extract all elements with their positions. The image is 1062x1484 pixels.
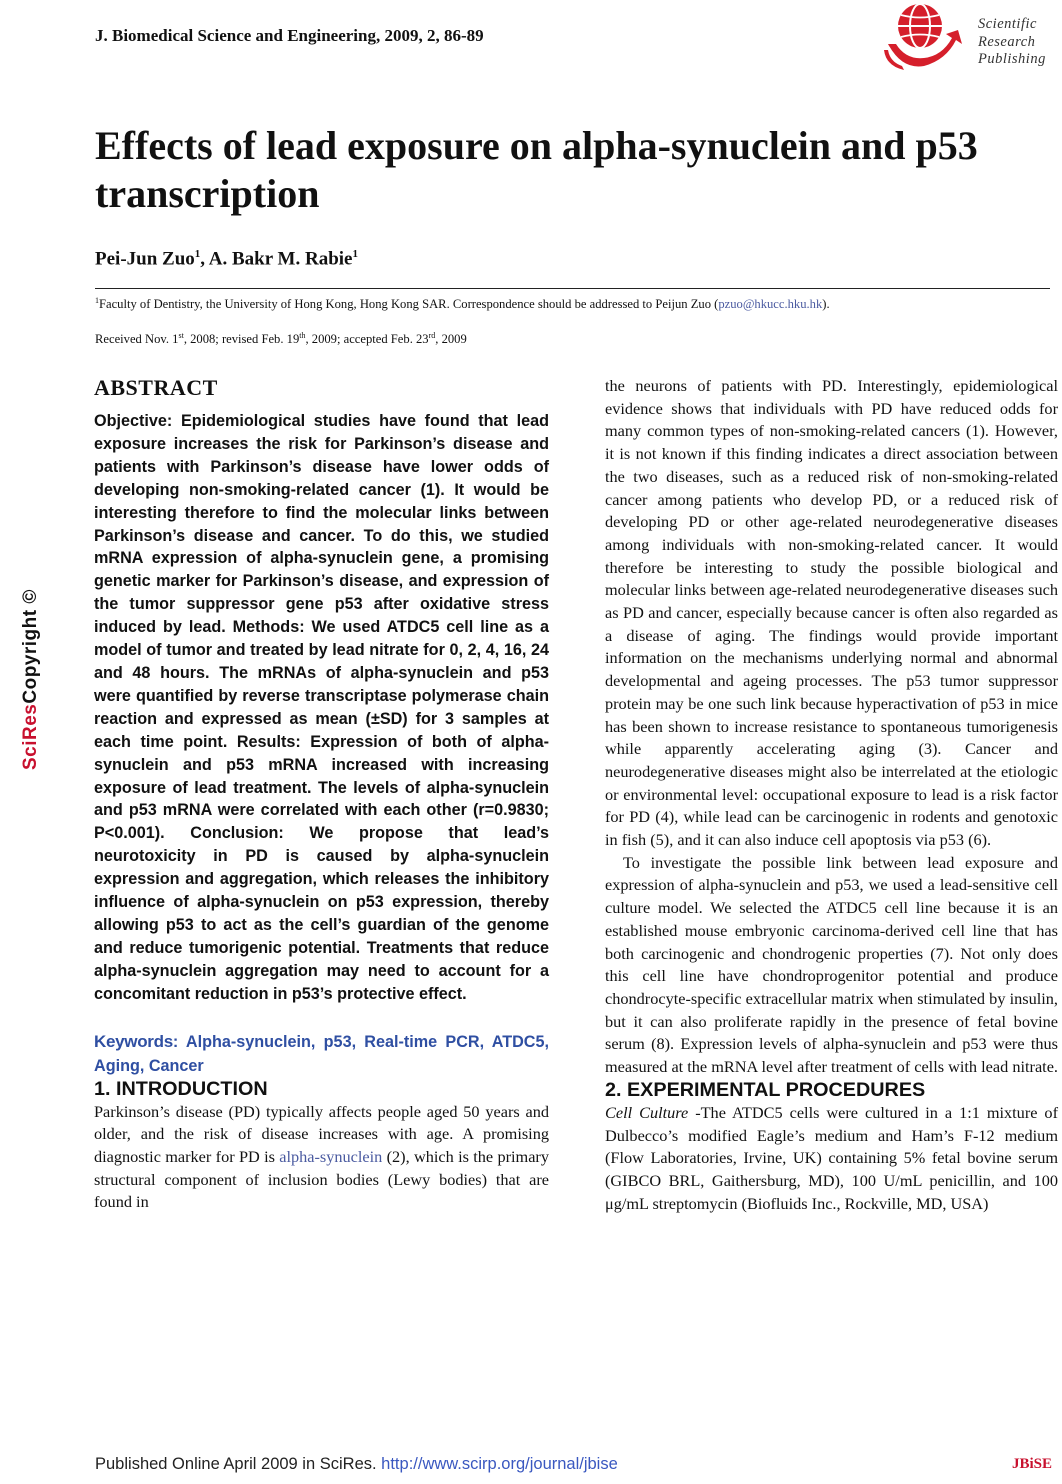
publisher-name [978,16,1046,69]
intro-paragraph-1 [94,1101,549,1215]
author-separator: , [200,248,209,270]
affiliation-marker: 1 [194,248,201,260]
logo-line-1: Scientific [978,16,1037,32]
left-column [94,375,549,1214]
keywords-label: Keywords [94,1031,173,1051]
email-link[interactable]: pzuo@hkucc.hku.hk [718,297,823,312]
received-dates [95,331,467,347]
abstract-heading: ABSTRACT [94,375,218,400]
accepted-year: , 2009 [435,332,467,347]
section-heading-experimental: 2. EXPERIMENTAL PROCEDURES [605,1078,926,1101]
ordinal: th [299,331,306,340]
alpha-synuclein-link[interactable]: alpha-synuclein [279,1146,383,1166]
revised-text: , 2008; revised Feb. 19 [183,332,300,347]
ordinal: st [178,331,184,340]
author-list [95,248,358,270]
affiliation [95,296,1055,312]
affiliation-marker: 1 [95,296,99,305]
intro-text: Parkinson’s disease (PD) typically affects people aged 50 years and older, and the risk of disease increases with age. A promising diagnostic marker for PD is [94,1101,549,1166]
section-heading-introduction: 1. INTRODUCTION [94,1077,268,1100]
copyright-text: Copyright © [20,589,41,704]
affiliation-marker: 1 [352,248,358,260]
logo-line-3: Publishing [978,51,1046,67]
intro-paragraph-2: To investigate the possible link between lead exposure and expression of alpha-synuclein and p53, we used a lead-sensitive cell culture model. We selected the ATDC5 cell line because it is an established mouse embryonic carcinoma-derived cell line that has both carcinogenic and chondrogenic properties (7). Not only does this cell line have chondroprogenitor potential and produce chondrocyte-specific extracellular matrix when stimulated by insulin, but it can also proliferate rapidly in the presence of fetal bovine serum (8). Expression levels of alpha-synuclein and p53 were thus measured at the mRNA level after treatment of cells with lead nitrate. [605,852,1058,1077]
author-name: Pei-Jun Zuo [95,248,195,270]
intro-paragraph-1-continued: the neurons of patients with PD. Interestingly, epidemiological evidence shows that individuals with PD have reduced odds for many common types of non-smoking-related cancers (1). However, it is not known if this finding indicates a direct association between the two diseases, such as a reduced risk of non-smoking-related cancer among patients who develop PD, or a reduced risk of developing PD or other age-related neurodegenerative diseases among individuals with non-smoking-related cancer. It would therefore be interesting to study the possible biological and molecular links between age-related neurodegenerative diseases such as PD and cancer, especially because cancer is often also regarded as a disease of aging. The findings would provide important information on the mechanisms underlying normal and abnormal developmental and ageing processes. The p53 tumor suppressor protein may be one such link because hyperactivation of p53 in mice has been shown to increase resistance to spontaneous tumorigenesis while apparently accelerating aging (3). Cancer and neurodegenerative diseases might also be interrelated at the etiologic or environmental level: occupational exposure to lead is a risk factor for PD (4), while lead can be carcinogenic in rodents and genotoxic in fish (5), and it can also induce cell apoptosis via p53 (6). [605,376,1058,850]
journal-url-link[interactable]: http://www.scirp.org/journal/jbise [381,1455,618,1473]
logo-line-2: Research [978,33,1036,50]
brand-name: SciRes [20,703,41,770]
cell-culture-paragraph [605,1102,1058,1216]
keywords-colon: : [172,1032,186,1051]
divider [95,288,1050,289]
received-text: Received Nov. 1 [95,332,179,347]
subsection-lead: Cell Culture [605,1102,689,1122]
journal-abbreviation: JBiSE [1012,1456,1053,1472]
affiliation-text: Faculty of Dentistry, the University of Hong Kong, Hong Kong SAR. Correspondence should be addressed to Peijun Zuo ( [99,297,719,312]
accepted-text: , 2009; accepted Feb. 23 [305,332,429,347]
footer [95,1455,618,1474]
right-column [605,375,1058,1215]
affiliation-end: ). [822,297,830,312]
footer-text: Published Online April 2009 in SciRes. [95,1455,382,1473]
globe-logo-icon [884,0,976,74]
paper-title: Effects of lead exposure on alpha-synuclein and p53 transcription [95,123,978,216]
ordinal: rd [428,331,436,340]
cell-culture-text: -The ATDC5 cells were cultured in a 1:1 mixture of Dulbecco’s modified Eagle’s medium and Ham’s F-12 medium (Flow Laboratories, Irvine, UK) containing 5% fetal bovine serum (GIBCO BRL, Gaithersburg, MD), 100 U/mL penicillin, and 100 μg/mL streptomycin (Biofluids Inc., Rockville, MD, USA) [605,1102,1058,1213]
sidebar-copyright [20,570,50,770]
keywords-text: Alpha-synuclein, p53, Real-time PCR, ATDC5, Aging, Cancer [94,1032,549,1075]
intro-text: (2), which is the primary structural component of inclusion bodies (Lewy bodies) that are found in [94,1146,549,1212]
keywords [94,1030,549,1078]
journal-citation: J. Biomedical Science and Engineering, 2009, 2, 86-89 [95,26,484,45]
author-name: A. Bakr M. Rabie [208,248,353,270]
abstract-body: Objective: Epidemiological studies have found that lead exposure increases the risk for Parkinson’s disease and patients with Parkinson’s disease have lower odds of developing non-smoking-related cancer (1). It would be interesting therefore to find the molecular links between Parkinson’s disease and cancer. To do this, we studied mRNA expression of alpha-synuclein gene, a promising genetic marker for Parkinson’s disease, and expression of the tumor suppressor gene p53 after oxidative stress induced by lead. Methods: We used ATDC5 cell line as a model of tumor and treated by lead nitrate for 0, 2, 4, 16, 24 and 48 hours. The mRNAs of alpha-synuclein and p53 were quantified by reverse transcriptase polymerase chain reaction and expressed as mean (±SD) for 3 samples at each time point. Results: Expression of both of alpha-synuclein and p53 mRNA increased with increasing exposure of lead treatment. The levels of alpha-synuclein and p53 mRNA were correlated with each other (r=0.9830; P<0.001). Conclusion: We propose that lead’s neurotoxicity in PD is caused by alpha-synuclein expression and aggregation, which releases the inhibitory influence of alpha-synuclein on p53 expression, thereby allowing p53 to act as the cell’s guardian of the genome and reduce tumorigenic potential. Treatments that reduce alpha-synuclein aggregation may need to account for a concomitant reduction in p53’s protective effect. [94,412,549,1003]
